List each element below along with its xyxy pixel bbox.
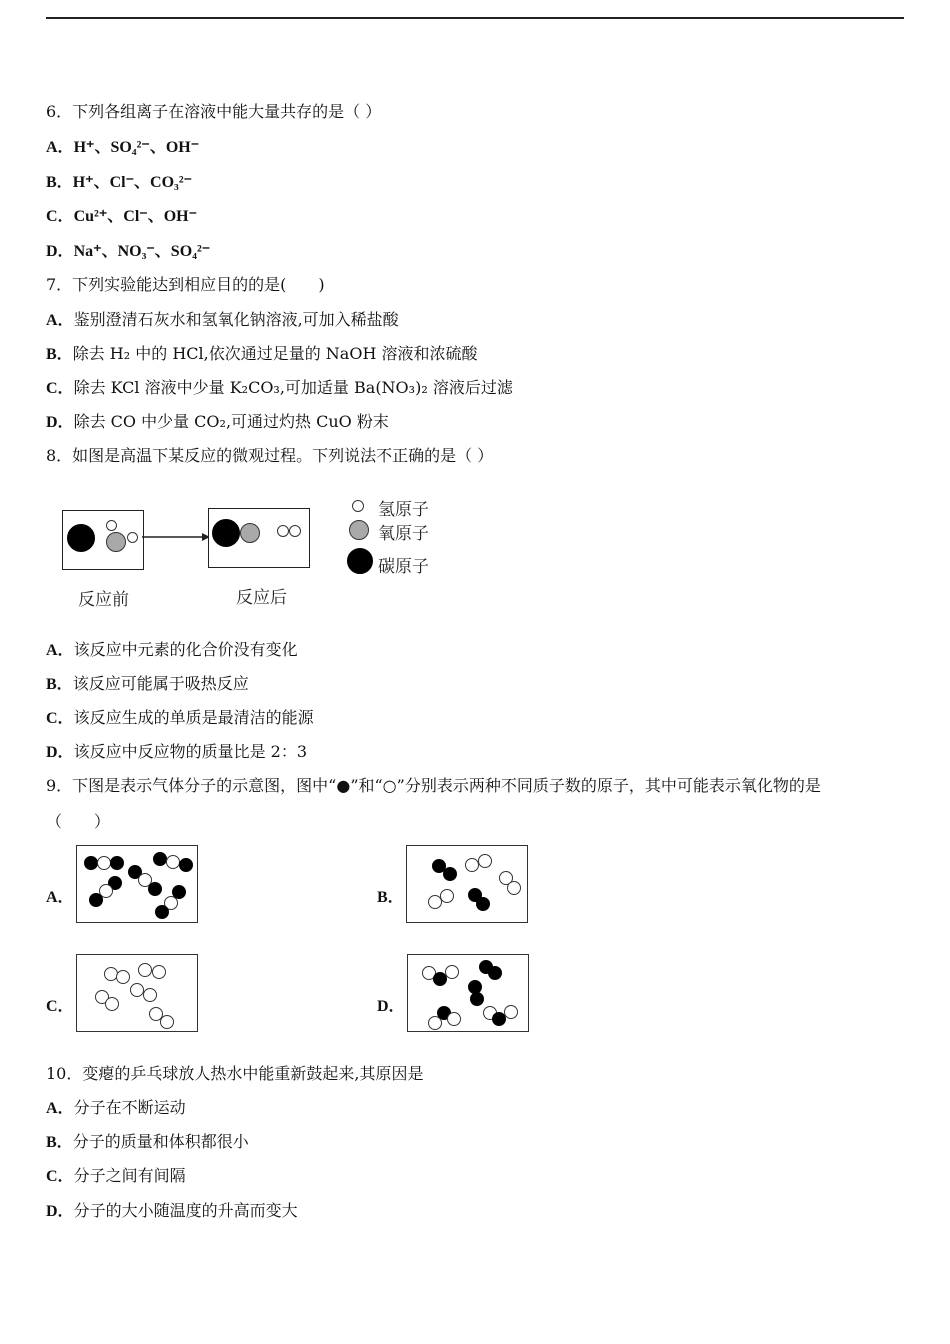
legend-hydrogen-icon xyxy=(352,500,364,512)
carbon-atom xyxy=(212,519,240,547)
black-atom xyxy=(89,893,103,907)
q9-option-b-letter[interactable]: B． xyxy=(377,889,404,906)
q6-option-d[interactable] xyxy=(46,241,210,262)
q8-option-b[interactable] xyxy=(46,674,249,695)
legend-hydrogen-label: 氢原子 xyxy=(378,500,429,520)
q10-option-b-letter: B． xyxy=(46,1134,73,1151)
reaction-diagram xyxy=(0,480,480,620)
black-atom xyxy=(476,897,490,911)
q10-option-d[interactable] xyxy=(46,1201,298,1222)
hydrogen-atom xyxy=(127,532,138,543)
q7-option-d-letter: D． xyxy=(46,414,74,431)
q7-option-a[interactable] xyxy=(46,310,399,331)
q7-option-a-letter: A． xyxy=(46,312,74,329)
white-atom xyxy=(428,1016,442,1030)
white-atom xyxy=(116,970,130,984)
q6-option-b[interactable] xyxy=(46,172,192,193)
q9-option-c-letter[interactable]: C． xyxy=(46,998,74,1015)
black-atom xyxy=(488,966,502,980)
black-atom xyxy=(148,882,162,896)
black-atom xyxy=(470,992,484,1006)
white-atom xyxy=(143,988,157,1002)
legend-oxygen-label: 氧原子 xyxy=(378,524,429,544)
q7-option-a-text: 鉴别澄清石灰水和氢氧化钠溶液,可加入稀盐酸 xyxy=(73,310,399,329)
legend-carbon-icon xyxy=(347,548,373,574)
q9-option-d-box[interactable] xyxy=(407,954,529,1032)
q9-stem: 9．下图是表示气体分子的示意图，图中“●”和“○”分别表示两种不同质子数的原子，其中可能表示氧化物的是 xyxy=(46,776,821,795)
q7-option-d-text: 除去 CO 中少量 CO₂,可通过灼热 CuO 粉末 xyxy=(73,412,389,431)
after-label: 反应后 xyxy=(236,588,287,608)
q10-option-a-text: 分子在不断运动 xyxy=(73,1098,186,1117)
black-atom xyxy=(155,905,169,919)
q10-option-b-text: 分子的质量和体积都很小 xyxy=(72,1132,249,1151)
q7-option-d[interactable] xyxy=(46,412,389,433)
hydrogen-atom xyxy=(106,520,117,531)
white-atom xyxy=(478,854,492,868)
oxygen-atom xyxy=(240,523,260,543)
q6-stem: 6．下列各组离子在溶液中能大量共存的是（ ） xyxy=(46,102,382,121)
q9-option-a-letter[interactable]: A． xyxy=(46,889,74,906)
white-atom xyxy=(447,1012,461,1026)
white-atom xyxy=(152,965,166,979)
q8-option-a-text: 该反应中元素的化合价没有变化 xyxy=(73,640,298,659)
q7-stem: 7．下列实验能达到相应目的的是( ) xyxy=(46,275,325,294)
q8-option-c-letter: C． xyxy=(46,710,74,727)
white-atom xyxy=(504,1005,518,1019)
q8-option-d[interactable] xyxy=(46,742,307,763)
q8-option-d-text: 该反应中反应物的质量比是 2：3 xyxy=(73,742,308,761)
black-atom xyxy=(110,856,124,870)
q8-option-b-text: 该反应可能属于吸热反应 xyxy=(72,674,249,693)
q6-option-b-text: H⁺、Cl⁻、CO₃²⁻ xyxy=(72,174,193,191)
q10-stem: 10．变瘪的乒乓球放人热水中能重新鼓起来,其原因是 xyxy=(46,1064,424,1083)
before-label: 反应前 xyxy=(78,590,129,610)
q7-option-b[interactable] xyxy=(46,344,478,365)
legend-oxygen-icon xyxy=(349,520,369,540)
q6-option-c-text: Cu²⁺、Cl⁻、OH⁻ xyxy=(73,208,198,225)
white-atom xyxy=(445,965,459,979)
q6-option-d-text: Na⁺、NO₃⁻、SO₄²⁻ xyxy=(73,243,211,260)
carbon-atom xyxy=(67,524,95,552)
white-atom xyxy=(105,997,119,1011)
q10-option-d-text: 分子的大小随温度的升高而变大 xyxy=(73,1201,298,1220)
q10-option-b[interactable] xyxy=(46,1132,249,1153)
q7-option-c[interactable] xyxy=(46,378,513,399)
q10-option-c-text: 分子之间有间隔 xyxy=(73,1166,186,1185)
black-atom xyxy=(84,856,98,870)
q6-option-b-letter: B． xyxy=(46,174,73,191)
white-atom xyxy=(130,983,144,997)
q6-option-d-letter: D． xyxy=(46,243,74,260)
q8-option-a-letter: A． xyxy=(46,642,74,659)
white-atom xyxy=(138,963,152,977)
q7-option-b-letter: B． xyxy=(46,346,73,363)
black-atom xyxy=(153,852,167,866)
q9-option-b-box[interactable] xyxy=(406,845,528,923)
q8-option-c[interactable] xyxy=(46,708,314,729)
q9-option-c-box[interactable] xyxy=(76,954,198,1032)
hydrogen-atom xyxy=(289,525,301,537)
hydrogen-atom xyxy=(277,525,289,537)
q8-option-a[interactable] xyxy=(46,640,298,661)
q10-option-c-letter: C． xyxy=(46,1168,74,1185)
q7-option-c-letter: C． xyxy=(46,380,74,397)
q8-stem: 8．如图是高温下某反应的微观过程。下列说法不正确的是（ ） xyxy=(46,446,494,465)
q7-option-c-text: 除去 KCl 溶液中少量 K₂CO₃,可加适量 Ba(NO₃)₂ 溶液后过滤 xyxy=(73,378,513,397)
q10-option-c[interactable] xyxy=(46,1166,186,1187)
q8-option-b-letter: B． xyxy=(46,676,73,693)
oxygen-atom xyxy=(106,532,126,552)
white-atom xyxy=(166,855,180,869)
q8-option-c-text: 该反应生成的单质是最清洁的能源 xyxy=(73,708,314,727)
q10-option-a[interactable] xyxy=(46,1098,186,1119)
q6-option-c[interactable] xyxy=(46,206,197,227)
q6-option-a-letter: A． xyxy=(46,139,74,156)
q7-option-b-text: 除去 H₂ 中的 HCl,依次通过足量的 NaOH 溶液和浓硫酸 xyxy=(72,344,478,363)
q9-option-d-letter[interactable]: D． xyxy=(377,998,405,1015)
q9-answer-paren: （ ） xyxy=(46,812,111,831)
q9-option-a-box[interactable] xyxy=(76,845,198,923)
white-atom xyxy=(97,856,111,870)
legend-carbon-label: 碳原子 xyxy=(378,557,429,577)
q10-option-a-letter: A． xyxy=(46,1100,74,1117)
white-atom xyxy=(465,858,479,872)
q10-option-d-letter: D． xyxy=(46,1203,74,1220)
q6-option-a[interactable] xyxy=(46,137,199,158)
q8-option-d-letter: D． xyxy=(46,744,74,761)
white-atom xyxy=(160,1015,174,1029)
white-atom xyxy=(507,881,521,895)
black-atom xyxy=(179,858,193,872)
header-rule xyxy=(46,17,904,19)
reaction-arrow-icon xyxy=(142,530,210,544)
q6-option-a-text: H⁺、SO₄²⁻、OH⁻ xyxy=(73,139,200,156)
white-atom xyxy=(440,889,454,903)
black-atom xyxy=(443,867,457,881)
q6-option-c-letter: C． xyxy=(46,208,74,225)
